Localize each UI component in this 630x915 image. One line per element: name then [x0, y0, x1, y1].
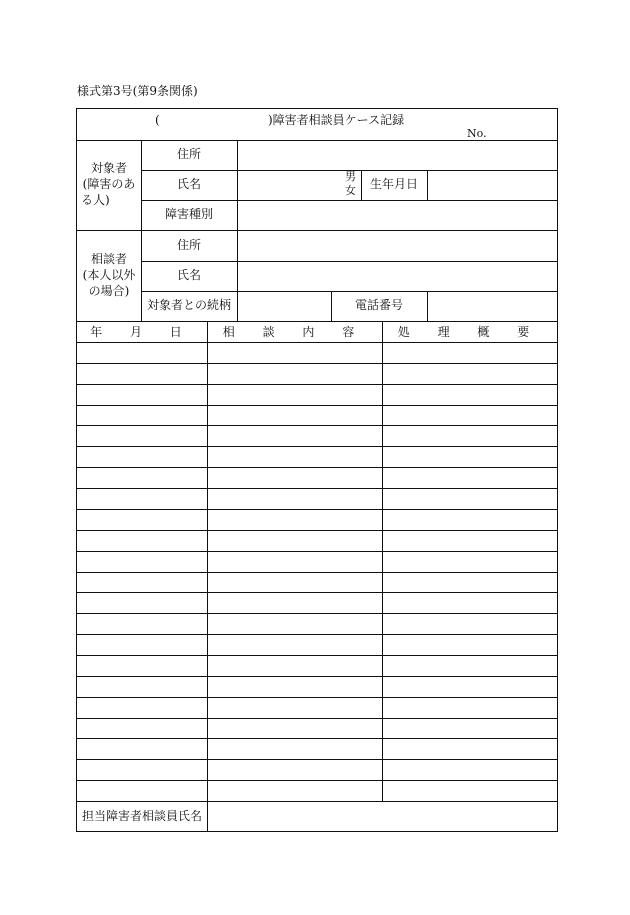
record-content-cell[interactable] [208, 781, 381, 800]
record-date-cell[interactable] [78, 760, 206, 779]
record-date-cell[interactable] [78, 406, 206, 425]
record-content-cell[interactable] [208, 447, 381, 466]
record-content-cell[interactable] [208, 739, 381, 758]
record-content-cell[interactable] [208, 489, 381, 508]
record-outcome-cell[interactable] [383, 364, 556, 383]
subject-address-label: 住所 [176, 147, 201, 161]
record-outcome-cell[interactable] [383, 343, 556, 362]
column-header-outcome [382, 325, 557, 340]
subject-group-label-line: 対象者 [90, 161, 127, 175]
record-date-cell[interactable] [78, 719, 206, 738]
record-content-cell[interactable] [208, 426, 381, 445]
record-date-cell[interactable] [78, 447, 206, 466]
record-outcome-cell[interactable] [383, 426, 556, 445]
record-date-cell[interactable] [78, 614, 206, 633]
category-field[interactable] [165, 111, 265, 129]
record-date-cell[interactable] [78, 343, 206, 362]
number-field[interactable] [487, 124, 553, 139]
record-date-cell[interactable] [78, 426, 206, 445]
consultant-address-field[interactable] [238, 232, 556, 260]
number-label: No. [467, 127, 487, 140]
case-record-form [76, 108, 558, 832]
record-content-cell[interactable] [208, 614, 381, 633]
record-content-cell[interactable] [208, 510, 381, 529]
record-outcome-cell[interactable] [383, 510, 556, 529]
record-outcome-cell[interactable] [383, 531, 556, 550]
section-divider [77, 321, 557, 322]
sex-female-option[interactable]: 女 [345, 184, 356, 197]
record-content-cell[interactable] [208, 343, 381, 362]
disability-type-label: 障害種別 [164, 207, 213, 221]
record-content-cell[interactable] [208, 635, 381, 654]
record-outcome-cell[interactable] [383, 719, 556, 738]
record-outcome-cell[interactable] [383, 385, 556, 404]
record-content-cell[interactable] [208, 593, 381, 612]
column-header-content [207, 325, 382, 340]
consultant-group-label-line: (本人以外 [82, 268, 136, 282]
record-outcome-cell[interactable] [383, 489, 556, 508]
subject-name-field[interactable] [238, 171, 342, 199]
record-date-cell[interactable] [78, 677, 206, 696]
record-content-cell[interactable] [208, 468, 381, 487]
form-caption: 様式第3号(第9条関係) [77, 84, 198, 98]
counselor-name-label: 担当障害者相談員氏名 [81, 809, 202, 823]
column-header-content-text: 相 談 内 容 [222, 325, 367, 339]
disability-type-field[interactable] [238, 201, 556, 229]
record-content-cell[interactable] [208, 760, 381, 779]
consultant-name-label: 氏名 [176, 268, 201, 282]
record-date-cell[interactable] [78, 739, 206, 758]
record-content-cell[interactable] [208, 698, 381, 717]
record-date-cell[interactable] [78, 698, 206, 717]
record-content-cell[interactable] [208, 719, 381, 738]
record-outcome-cell[interactable] [383, 760, 556, 779]
subject-name-label: 氏名 [176, 177, 201, 191]
record-date-cell[interactable] [78, 531, 206, 550]
record-outcome-cell[interactable] [383, 635, 556, 654]
record-outcome-cell[interactable] [383, 447, 556, 466]
section-divider [77, 230, 557, 231]
birthdate-label: 生年月日 [369, 177, 418, 191]
subject-group-label-line: (障害のあ [82, 177, 136, 191]
record-outcome-cell[interactable] [383, 698, 556, 717]
consultant-group-label [77, 252, 141, 299]
consultant-group-label-line: 相談者 [90, 252, 127, 266]
subject-group-label [77, 161, 141, 208]
record-content-cell[interactable] [208, 552, 381, 571]
record-outcome-cell[interactable] [383, 739, 556, 758]
record-content-cell[interactable] [208, 385, 381, 404]
record-date-cell[interactable] [78, 781, 206, 800]
birthdate-field[interactable] [428, 171, 556, 199]
record-content-cell[interactable] [208, 406, 381, 425]
record-outcome-cell[interactable] [383, 614, 556, 633]
phone-label: 電話番号 [354, 298, 403, 312]
relation-label: 対象者との続柄 [146, 298, 231, 312]
record-outcome-cell[interactable] [383, 406, 556, 425]
record-outcome-cell[interactable] [383, 781, 556, 800]
title-paren-open: ( [155, 113, 160, 127]
record-outcome-cell[interactable] [383, 573, 556, 592]
record-content-cell[interactable] [208, 656, 381, 675]
consultant-group-label-line: の場合) [88, 284, 130, 298]
relation-field[interactable] [238, 292, 330, 320]
record-content-cell[interactable] [208, 364, 381, 383]
record-date-cell[interactable] [78, 635, 206, 654]
footer-divider [77, 801, 557, 802]
consultant-name-field[interactable] [238, 262, 556, 290]
form-title: )障害者相談員ケース記録 [268, 113, 405, 127]
record-content-cell[interactable] [208, 573, 381, 592]
sex-male-option[interactable]: 男 [345, 170, 356, 183]
consultant-address-label: 住所 [176, 238, 201, 252]
counselor-name-field[interactable] [208, 803, 556, 831]
subject-group-label-line: る人) [81, 193, 110, 207]
record-date-cell[interactable] [78, 489, 206, 508]
subject-address-field[interactable] [238, 141, 556, 169]
record-date-cell[interactable] [78, 573, 206, 592]
phone-field[interactable] [428, 292, 556, 320]
record-date-cell[interactable] [78, 468, 206, 487]
record-outcome-cell[interactable] [383, 656, 556, 675]
column-header-outcome-text: 処 理 概 要 [397, 325, 542, 339]
record-content-cell[interactable] [208, 677, 381, 696]
record-outcome-cell[interactable] [383, 468, 556, 487]
column-header-date [77, 325, 207, 340]
column-header-date-text: 年 月 日 [90, 325, 194, 339]
record-date-cell[interactable] [78, 364, 206, 383]
record-content-cell[interactable] [208, 531, 381, 550]
record-outcome-cell[interactable] [383, 552, 556, 571]
record-date-cell[interactable] [78, 510, 206, 529]
record-outcome-cell[interactable] [383, 593, 556, 612]
record-date-cell[interactable] [78, 385, 206, 404]
record-date-cell[interactable] [78, 593, 206, 612]
record-date-cell[interactable] [78, 656, 206, 675]
record-outcome-cell[interactable] [383, 677, 556, 696]
record-date-cell[interactable] [78, 552, 206, 571]
